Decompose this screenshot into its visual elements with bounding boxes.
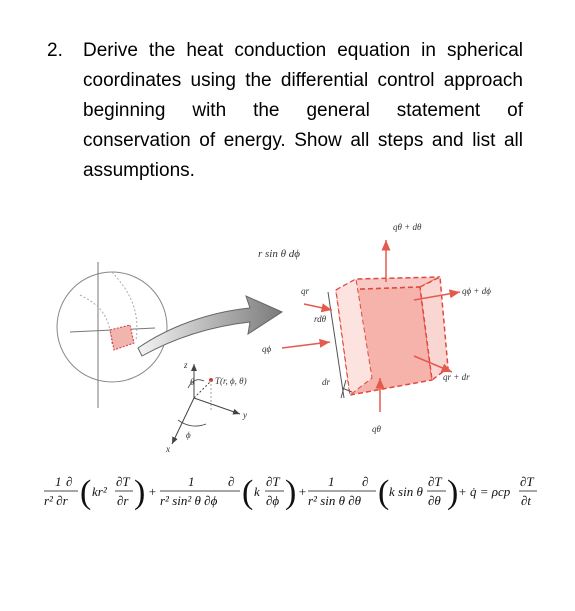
eq-rhs-den: ∂t (521, 493, 532, 508)
eq-term3-num: 1 (328, 474, 335, 489)
eq-term2-inner: k (254, 484, 260, 499)
eq-term3-inner: k sin θ (389, 484, 423, 499)
eq-term3-inner-den: ∂θ (428, 493, 441, 508)
eq-term2-inner-num: ∂T (266, 474, 280, 489)
label-dr: dr (322, 377, 331, 387)
eq-term2-den: r² sin² θ ∂ϕ (160, 493, 218, 508)
label-q-phi-dphi: qϕ + dϕ (462, 286, 491, 296)
eq-plus-1: + (148, 484, 157, 499)
paren-open: ( (378, 474, 390, 511)
paren-open: ( (242, 474, 254, 511)
label-axis-theta: θ (190, 377, 195, 387)
sphere-sketch (57, 262, 167, 408)
eq-term2-num: 1 (188, 474, 195, 489)
paren-close: ) (285, 474, 297, 511)
eq-term3-del: ∂ (362, 474, 369, 489)
zoom-arrow (138, 296, 282, 356)
label-axis-phi: ϕ (186, 430, 191, 440)
eq-term3-den: r² sin θ ∂θ (308, 493, 362, 508)
label-q-phi: qϕ (262, 344, 272, 354)
eq-term2-del: ∂ (228, 474, 235, 489)
paren-close: ) (447, 474, 459, 511)
eq-term1-del: ∂ (66, 474, 73, 489)
label-q-r-dr: qr + dr (443, 372, 470, 382)
eq-term1-den: r² ∂r (44, 493, 68, 508)
heat-conduction-equation (44, 474, 537, 511)
eq-term1-inner: kr² (92, 484, 107, 499)
eq-term1-inner-den: ∂r (117, 493, 129, 508)
label-temperature-point: T(r, ϕ, θ) (215, 376, 247, 386)
eq-term1-num: 1 (55, 474, 62, 489)
question-text: Derive the heat conduction equation in spherical coordinates using the differential control approach beginning with the general statement of conservation of energy. Show all steps and list all assumptions. (83, 40, 523, 181)
label-r-sin-theta-dphi: r sin θ dϕ (258, 248, 300, 260)
eq-term2-inner-den: ∂ϕ (266, 493, 280, 508)
eq-rhs-num: ∂T (520, 474, 534, 489)
question-number: 2. (47, 40, 63, 61)
label-axis-y: y (243, 410, 247, 420)
paren-close: ) (134, 474, 146, 511)
label-axis-x: x (166, 444, 170, 454)
eq-rhs: + q̇ = ρcp (458, 484, 511, 499)
control-volume (328, 277, 448, 398)
label-r-dtheta: rdθ (314, 314, 327, 324)
eq-term3-inner-num: ∂T (428, 474, 442, 489)
label-q-theta-dtheta: qθ + dθ (393, 222, 422, 232)
label-axis-z: z (184, 360, 188, 370)
eq-term1-inner-num: ∂T (116, 474, 130, 489)
eq-plus-2: + (298, 484, 307, 499)
label-q-theta: qθ (372, 424, 381, 434)
paren-open: ( (80, 474, 92, 511)
label-q-r: qr (301, 286, 310, 296)
